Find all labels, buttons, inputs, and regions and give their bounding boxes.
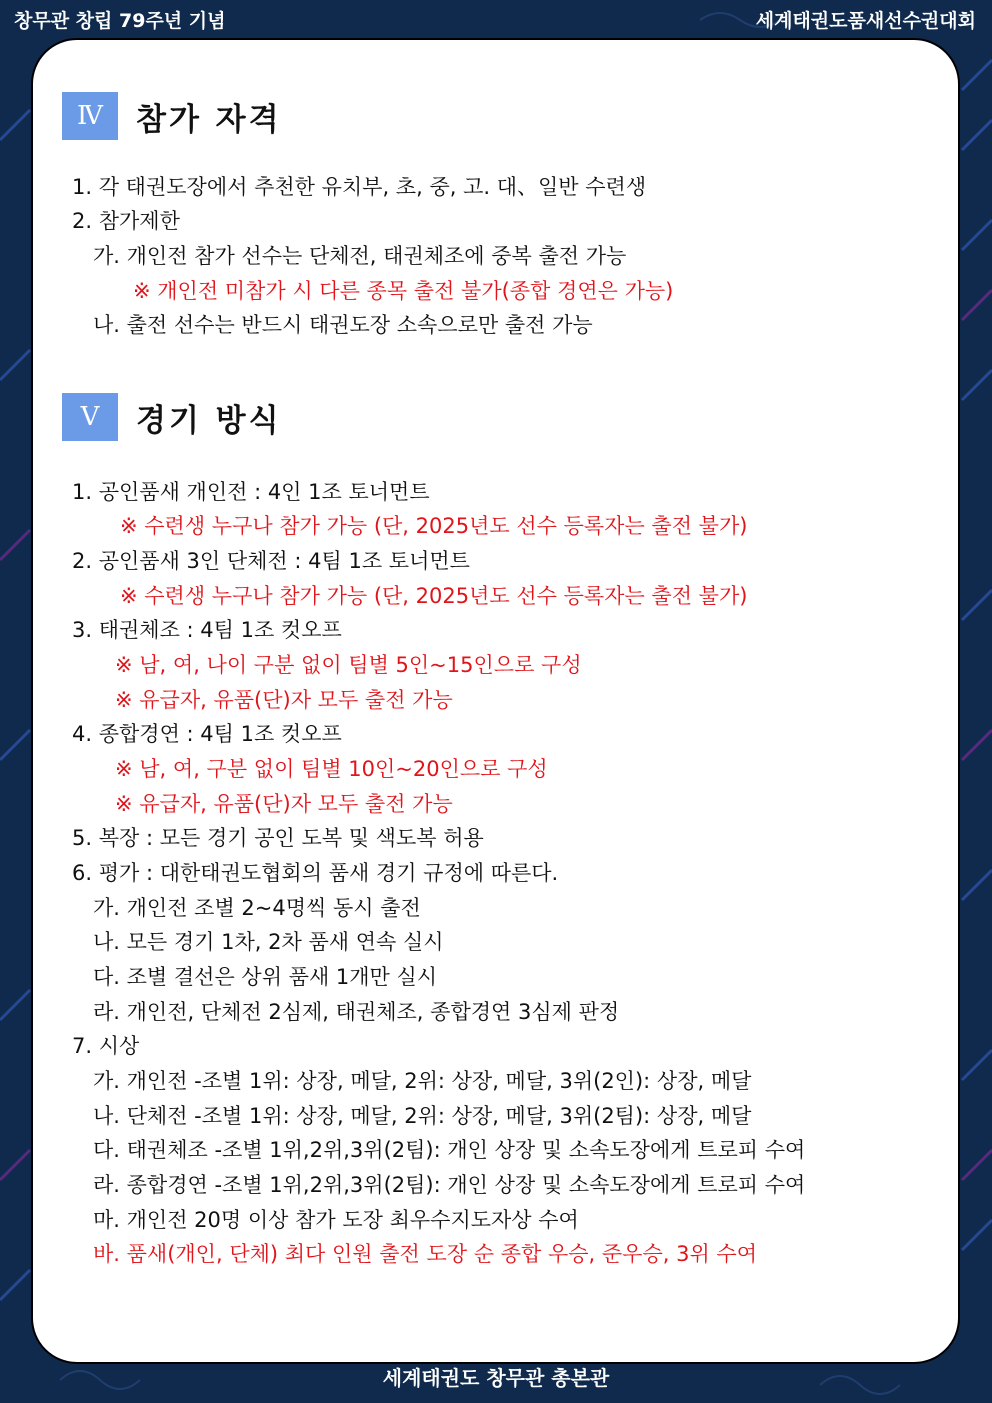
list-item: 마. 개인전 20명 이상 참가 도장 최우수지도자상 수여 xyxy=(93,1208,579,1232)
list-item: 가. 개인전 -조별 1위: 상장, 메달, 2위: 상장, 메달, 3위(2인): 상장, 메달 xyxy=(93,1069,752,1093)
note-item: ※ 남, 여, 나이 구분 없이 팀별 5인~15인으로 구성 xyxy=(115,653,582,677)
list-item: 2. 공인품새 3인 단체전 : 4팀 1조 토너먼트 xyxy=(72,549,470,573)
note-item: ※ 개인전 미참가 시 다른 종목 출전 불가(종합 경연은 가능) xyxy=(133,279,674,303)
note-item: ※ 남, 여, 구분 없이 팀별 10인~20인으로 구성 xyxy=(115,757,548,781)
note-item: ※ 수련생 누구나 참가 가능 (단, 2025년도 선수 등록자는 출전 불가) xyxy=(120,584,748,608)
header-right-text: 세계태권도품새선수권대회 xyxy=(755,10,976,32)
note-item: ※ 수련생 누구나 참가 가능 (단, 2025년도 선수 등록자는 출전 불가) xyxy=(120,514,748,538)
section-numeral-box: Ⅴ xyxy=(62,393,118,441)
section-title: 경기 방식 xyxy=(136,402,282,439)
note-item: ※ 유급자, 유품(단)자 모두 출전 가능 xyxy=(115,688,453,712)
list-item: 1. 각 태권도장에서 추천한 유치부, 초, 중, 고. 대、일반 수련생 xyxy=(72,175,647,199)
section-numeral-box: Ⅳ xyxy=(62,92,118,140)
list-item: 4. 종합경연 : 4팀 1조 컷오프 xyxy=(72,722,342,746)
list-item: 나. 출전 선수는 반드시 태권도장 소속으로만 출전 가능 xyxy=(93,313,593,337)
list-item: 가. 개인전 참가 선수는 단체전, 태권체조에 중복 출전 가능 xyxy=(93,244,627,268)
footer-text: 세계태권도 창무관 총본관 xyxy=(382,1366,610,1390)
list-item: 3. 태권체조 : 4팀 1조 컷오프 xyxy=(72,618,342,642)
list-item: 7. 시상 xyxy=(72,1034,140,1058)
section-header-competition xyxy=(62,393,282,441)
list-item: 5. 복장 : 모든 경기 공인 도복 및 색도복 허용 xyxy=(72,826,484,850)
section-header-qualification xyxy=(62,92,282,140)
list-item: 나. 단체전 -조별 1위: 상장, 메달, 2위: 상장, 메달, 3위(2팀): 상장, 메달 xyxy=(93,1104,752,1128)
note-item: ※ 유급자, 유품(단)자 모두 출전 가능 xyxy=(115,792,453,816)
note-item: 바. 품새(개인, 단체) 최다 인원 출전 도장 순 종합 우승, 준우승, 3위 수여 xyxy=(93,1242,757,1266)
section-title: 참가 자격 xyxy=(136,101,282,138)
list-item: 다. 조별 결선은 상위 품새 1개만 실시 xyxy=(93,965,438,989)
list-item: 라. 개인전, 단체전 2심제, 태권체조, 종합경연 3심제 판정 xyxy=(93,1000,620,1024)
list-item: 1. 공인품새 개인전 : 4인 1조 토너먼트 xyxy=(72,480,430,504)
list-item: 라. 종합경연 -조별 1위,2위,3위(2팀): 개인 상장 및 소속도장에게 트로피 수여 xyxy=(93,1173,806,1197)
list-item: 나. 모든 경기 1차, 2차 품새 연속 실시 xyxy=(93,930,444,954)
list-item: 가. 개인전 조별 2~4명씩 동시 출전 xyxy=(93,896,421,920)
header-left-text: 창무관 창립 79주년 기념 xyxy=(14,10,226,32)
list-item: 2. 참가제한 xyxy=(72,209,180,233)
list-item: 6. 평가 : 대한태권도협회의 품새 경기 규정에 따른다. xyxy=(72,861,559,885)
list-item: 다. 태권체조 -조별 1위,2위,3위(2팀): 개인 상장 및 소속도장에게 트로피 수여 xyxy=(93,1138,806,1162)
